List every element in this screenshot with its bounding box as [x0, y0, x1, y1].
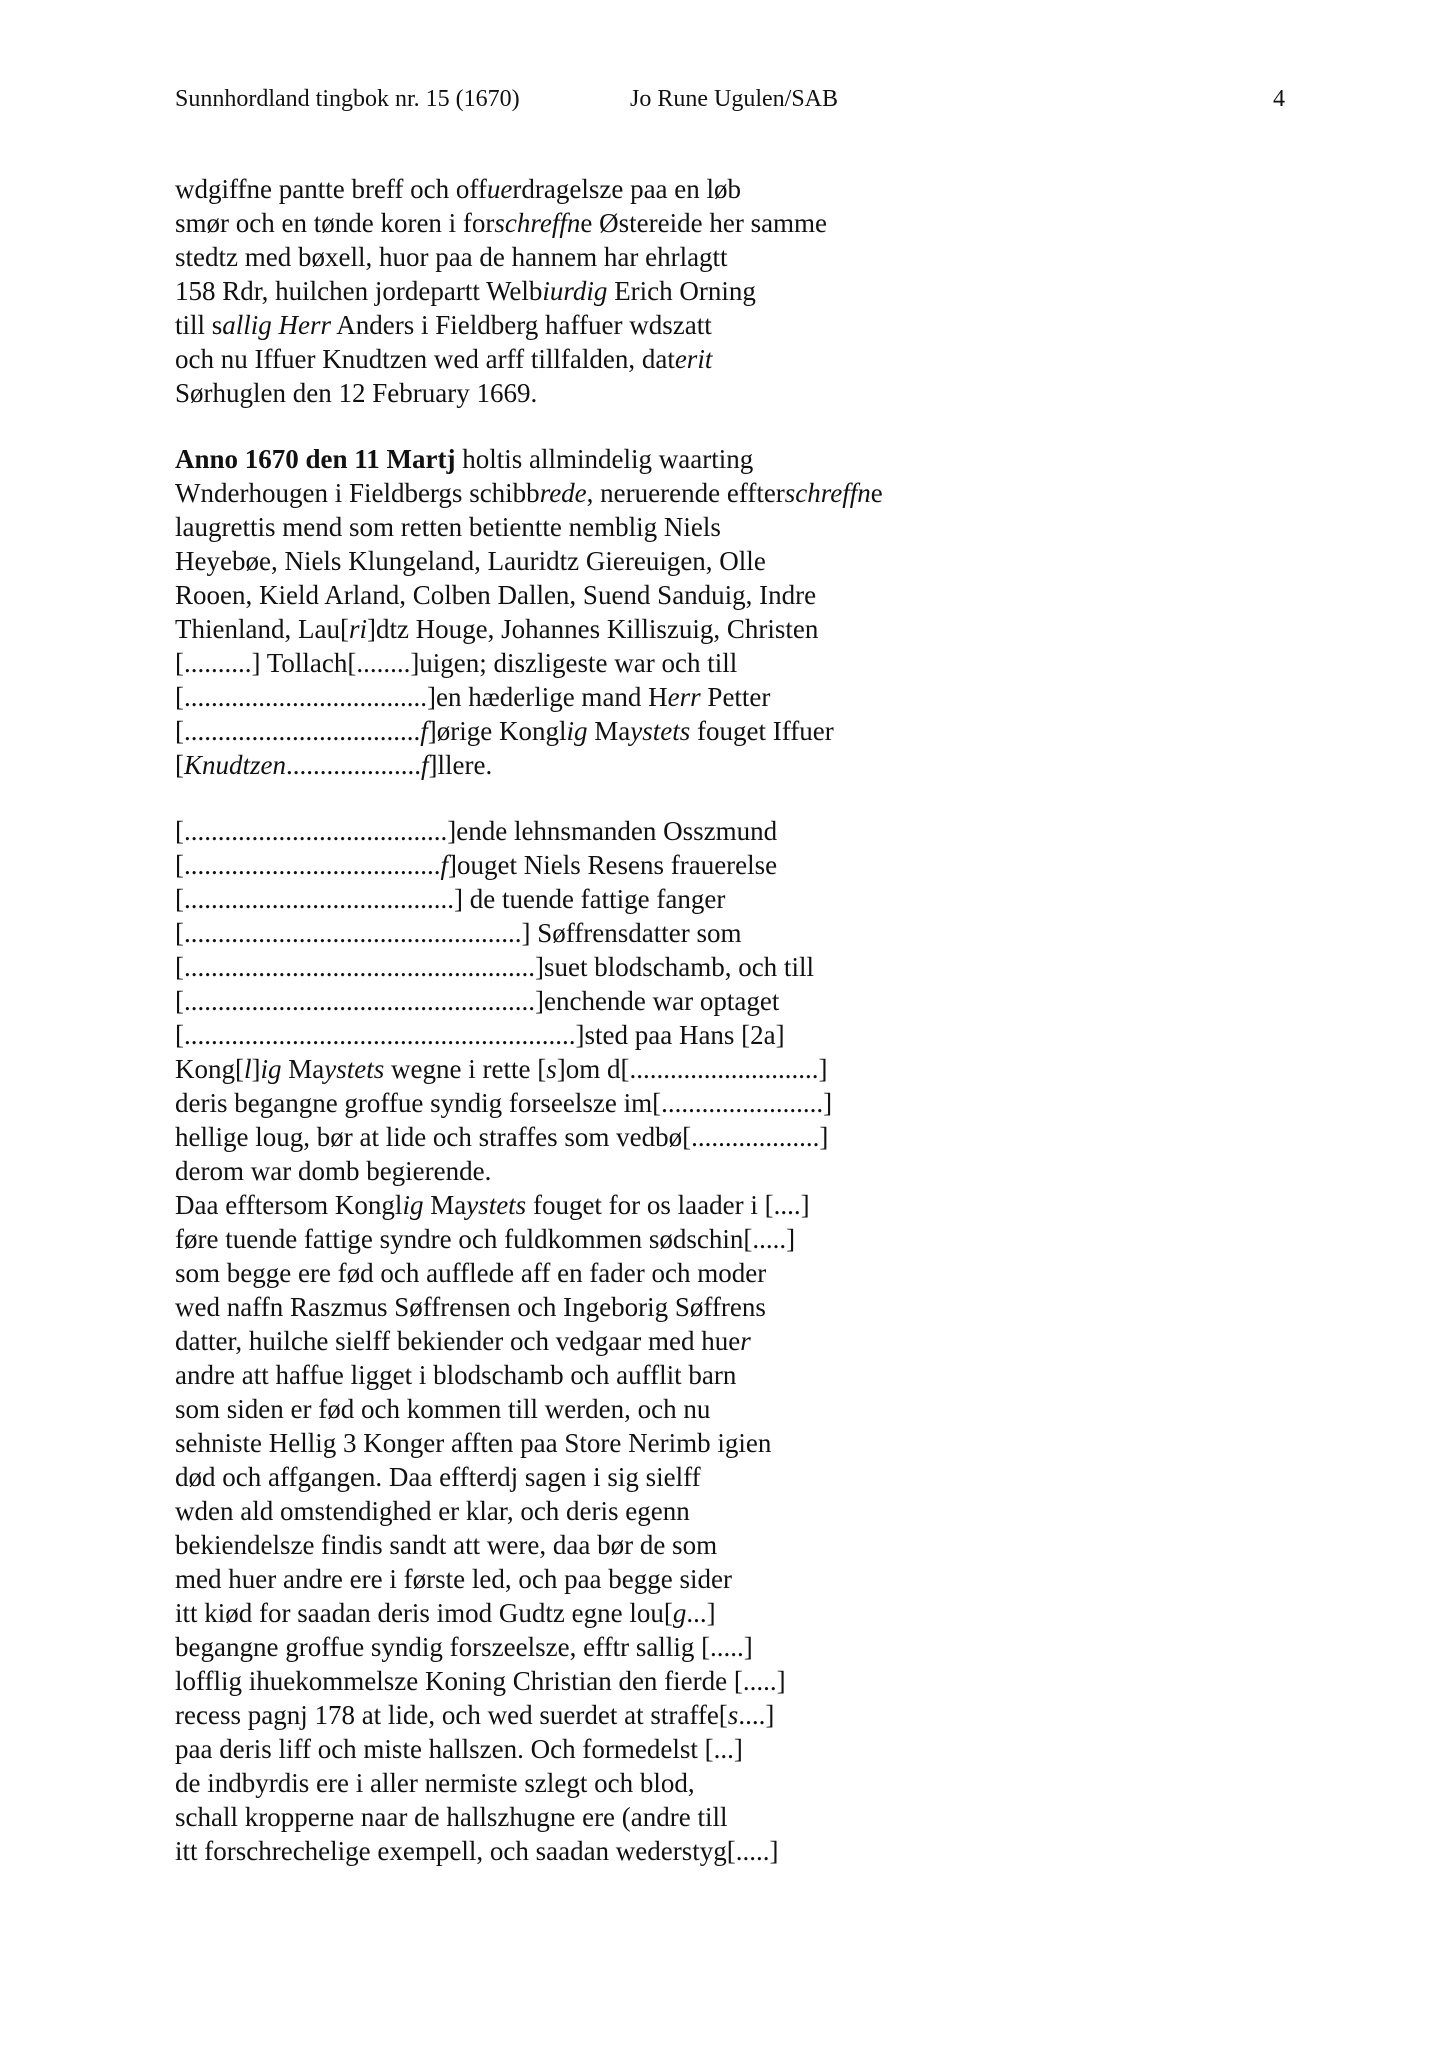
text-span: [........................................] de tuende fattige fanger [175, 884, 726, 914]
text-span: Sørhuglen den 12 February 1669. [175, 378, 538, 408]
italic-span: ig [402, 1190, 424, 1220]
italic-span: f [420, 716, 428, 746]
text-line [175, 544, 1275, 578]
text-span: [....................................................]suet blodschamb, och till [175, 952, 814, 982]
italic-span: Knudtzen [184, 750, 287, 780]
text-line [175, 1630, 1275, 1664]
text-line [175, 1562, 1275, 1596]
italic-span: s [727, 1700, 739, 1730]
text-span: [..........................................................]sted paa Hans [2a] [175, 1020, 785, 1050]
text-span: føre tuende fattige syndre och fuldkommen sødschin[.....] [175, 1224, 796, 1254]
text-span: ]llere. [428, 750, 493, 780]
italic-span: l [244, 1054, 252, 1084]
text-line [175, 1188, 1275, 1222]
text-span: derom war domb begierende. [175, 1156, 492, 1186]
text-span: holtis allmindelig waarting [455, 444, 754, 474]
italic-span: ystets [630, 716, 691, 746]
paragraph-gap [175, 782, 1275, 814]
text-line [175, 1698, 1275, 1732]
text-span: [..................................................] Søffrensdatter som [175, 918, 742, 948]
text-span: 158 Rdr, huilchen jordepartt Welb [175, 276, 543, 306]
text-span: Thienland, Lau[ [175, 614, 349, 644]
text-line [175, 714, 1275, 748]
text-line [175, 916, 1275, 950]
text-span: schall kropperne naar de hallszhugne ere (andre till [175, 1802, 728, 1832]
italic-span: iurdig [542, 276, 608, 306]
text-line [175, 1766, 1275, 1800]
text-span: [.......................................]ende lehnsmanden Osszmund [175, 816, 778, 846]
italic-span: erit [674, 344, 713, 374]
italic-span: f [421, 750, 429, 780]
italic-span: s [546, 1054, 557, 1084]
text-line [175, 1290, 1275, 1324]
text-line [175, 848, 1275, 882]
text-line [175, 1494, 1275, 1528]
text-line [175, 1392, 1275, 1426]
italic-span: err [298, 310, 332, 340]
text-line [175, 206, 1275, 240]
italic-span: err [667, 682, 701, 712]
paragraph [175, 814, 1275, 1868]
text-line [175, 1154, 1275, 1188]
text-span: ]om d[............................] [556, 1054, 828, 1084]
paragraph [175, 172, 1275, 410]
text-span: smør och en tønde koren i for [175, 208, 495, 238]
bold-span: Anno 1670 den 11 Martj [175, 444, 456, 474]
text-line [175, 984, 1275, 1018]
text-line [175, 1800, 1275, 1834]
italic-span: ue [486, 174, 513, 204]
text-span: wdgiffne pantte breff och off [175, 174, 487, 204]
italic-span: f [440, 850, 449, 880]
text-line [175, 950, 1275, 984]
paragraph [175, 442, 1275, 782]
text-line [175, 1052, 1275, 1086]
text-span: wegne i rette [ [384, 1054, 547, 1084]
text-span: e [870, 478, 883, 508]
text-span: ]dtz Houge, Johannes Killiszuig, Christen [366, 614, 819, 644]
text-line [175, 1086, 1275, 1120]
text-line [175, 882, 1275, 916]
text-span: ...] [686, 1598, 716, 1628]
paragraph-gap [175, 410, 1275, 442]
text-span: [...................................... [175, 850, 441, 880]
text-span: fouget Iffuer [690, 716, 834, 746]
text-span: ] [251, 1054, 261, 1084]
text-span: wden ald omstendighed er klar, och deris egenn [175, 1496, 690, 1526]
text-line [175, 1596, 1275, 1630]
text-span: sehniste Hellig 3 Konger afften paa Store Nerimb igien [175, 1428, 772, 1458]
italic-span: ri [348, 614, 367, 644]
text-line [175, 442, 1275, 476]
text-line [175, 578, 1275, 612]
italic-span: ig [260, 1054, 282, 1084]
italic-span: ystets [466, 1190, 527, 1220]
text-line [175, 1358, 1275, 1392]
text-span: rdragelsze paa en løb [512, 174, 742, 204]
text-span: død och affgangen. Daa effterdj sagen i sig sielff [175, 1462, 701, 1492]
text-line [175, 1460, 1275, 1494]
text-line [175, 510, 1275, 544]
text-span: [....................................]en hæderlige mand H [175, 682, 668, 712]
text-line [175, 240, 1275, 274]
text-span: recess pagnj 178 at lide, och wed suerdet at straffe[ [175, 1700, 728, 1730]
text-span: begangne groffue syndig forszeelsze, efftr sallig [.....] [175, 1632, 753, 1662]
italic-span: g [672, 1598, 687, 1628]
text-span: Kong[ [175, 1054, 244, 1084]
text-span: laugrettis mend som retten betientte nemblig Niels [175, 512, 721, 542]
text-span: stedtz med bøxell, huor paa de hannem har ehrlagtt [175, 242, 728, 272]
text-span: bekiendelsze findis sandt att were, daa bør de som [175, 1530, 718, 1560]
text-line [175, 1324, 1275, 1358]
text-span: itt forschrechelige exempell, och saadan wederstyg[.....] [175, 1836, 779, 1866]
text-span: ....] [738, 1700, 775, 1730]
text-span: Ma [281, 1054, 325, 1084]
text-line [175, 612, 1275, 646]
italic-span: allig H [222, 310, 299, 340]
text-line [175, 376, 1275, 410]
text-span: till s [175, 310, 223, 340]
text-span: Erich Orning [607, 276, 756, 306]
text-line [175, 814, 1275, 848]
header-author: Jo Rune Ugulen/SAB [630, 86, 839, 112]
text-line [175, 308, 1275, 342]
text-span: Ma [587, 716, 631, 746]
text-line [175, 1256, 1275, 1290]
text-line [175, 748, 1275, 782]
text-span: paa deris liff och miste hallszen. Och formedelst [...] [175, 1734, 743, 1764]
transcription-body [175, 172, 1275, 1868]
text-span: datter, huilche sielff bekiender och vedgaar med hue [175, 1326, 741, 1356]
page-number: 4 [1273, 86, 1285, 112]
text-span: Daa efftersom Kongl [175, 1190, 403, 1220]
text-span: [..........] Tollach[........]uigen; diszligeste war och till [175, 648, 738, 678]
text-span: fouget for os laader i [....] [526, 1190, 810, 1220]
text-span: , neruerende effter [586, 478, 785, 508]
text-span: lofflig ihuekommelsze Koning Christian den fierde [.....] [175, 1666, 786, 1696]
text-line [175, 274, 1275, 308]
text-span: [....................................................]enchende war optaget [175, 986, 780, 1016]
text-span: Heyebøe, Niels Klungeland, Lauridtz Giereuigen, Olle [175, 546, 766, 576]
text-span: med huer andre ere i første led, och paa begge sider [175, 1564, 732, 1594]
text-line [175, 1018, 1275, 1052]
text-span: och nu Iffuer Knudtzen wed arff tillfalden, dat [175, 344, 675, 374]
text-span: Petter [700, 682, 771, 712]
text-span: ]ørige Kongl [427, 716, 567, 746]
text-span: Wnderhougen i Fieldbergs schibb [175, 478, 540, 508]
text-line [175, 646, 1275, 680]
page-header [175, 86, 1285, 118]
text-span: deris begangne groffue syndig forseelsze im[........................] [175, 1088, 833, 1118]
header-title: Sunnhordland tingbok nr. 15 (1670) [175, 86, 520, 112]
text-line [175, 1426, 1275, 1460]
text-line [175, 476, 1275, 510]
text-line [175, 1120, 1275, 1154]
text-span: itt kiød for saadan deris imod Gudtz egne lou[ [175, 1598, 673, 1628]
italic-span: schreffn [494, 208, 581, 238]
text-span: som siden er fød och kommen till werden, och nu [175, 1394, 711, 1424]
text-line [175, 680, 1275, 714]
text-span: hellige loug, bør at lide och straffes som vedbø[...................] [175, 1122, 829, 1152]
text-span: [ [175, 750, 184, 780]
text-span: de indbyrdis ere i aller nermiste szlegt och blod, [175, 1768, 695, 1798]
text-line [175, 172, 1275, 206]
text-line [175, 1834, 1275, 1868]
text-line [175, 1664, 1275, 1698]
text-span: Rooen, Kield Arland, Colben Dallen, Suend Sanduig, Indre [175, 580, 817, 610]
text-span: [................................... [175, 716, 421, 746]
italic-span: ystets [324, 1054, 385, 1084]
text-span: wed naffn Raszmus Søffrensen och Ingeborig Søffrens [175, 1292, 766, 1322]
text-line [175, 1222, 1275, 1256]
text-line [175, 342, 1275, 376]
text-span: e Østereide her samme [580, 208, 828, 238]
italic-span: schreffn [784, 478, 871, 508]
text-span: Anders i Fieldberg haffuer wdszatt [331, 310, 712, 340]
text-span: ]ouget Niels Resens frauerelse [448, 850, 778, 880]
text-span: andre att haffue ligget i blodschamb och aufflit barn [175, 1360, 737, 1390]
text-span: Ma [423, 1190, 467, 1220]
text-span: .................... [286, 750, 422, 780]
text-line [175, 1732, 1275, 1766]
text-line [175, 1528, 1275, 1562]
italic-span: rede [539, 478, 587, 508]
italic-span: ig [566, 716, 588, 746]
italic-span: r [740, 1326, 751, 1356]
text-span: som begge ere fød och aufflede aff en fader och moder [175, 1258, 767, 1288]
